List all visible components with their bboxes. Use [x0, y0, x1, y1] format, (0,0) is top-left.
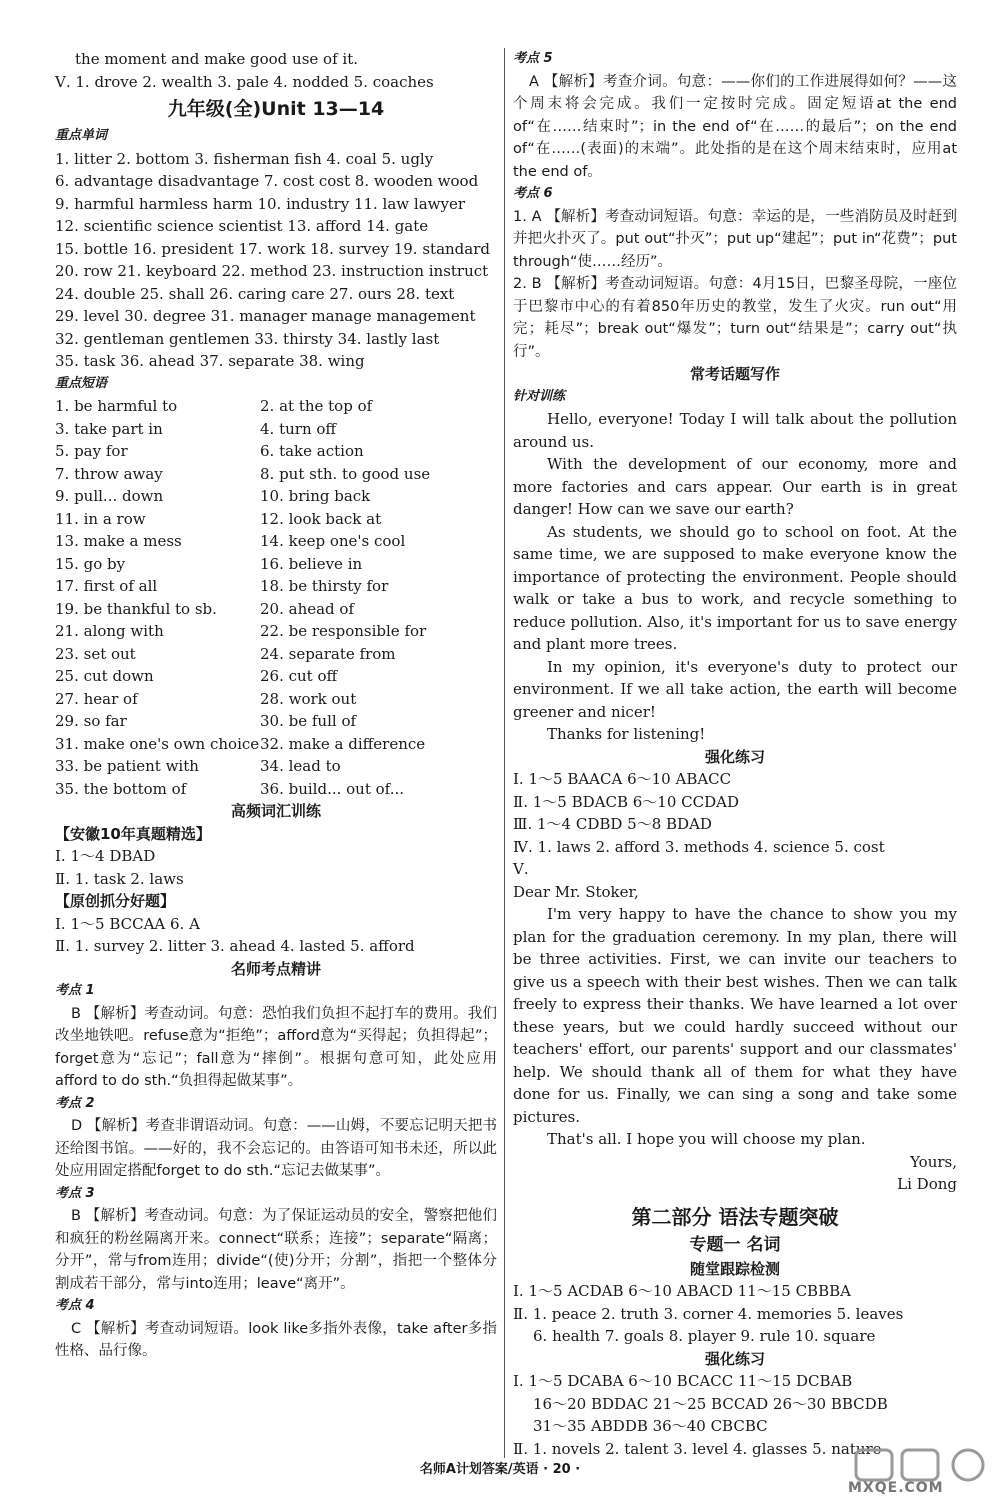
kaodian-label: 考点 2 [55, 1095, 95, 1111]
phrase: 28. work out [260, 689, 357, 708]
phrase: 19. be thankful to sb. [55, 599, 217, 618]
phrase: 33. be patient with [55, 757, 199, 775]
kaodian-label: 考点 3 [55, 1185, 95, 1201]
list-item: 6. advantage disadvantage 7. cost cost 8. wooden wood [55, 172, 479, 190]
list-item [55, 598, 497, 621]
list-item: 15. bottle 16. president 17. work 18. survey 19. standard [55, 239, 490, 258]
key-phrases-label: 重点短语 [55, 375, 108, 391]
continued-line: the moment and make good use of it. [75, 50, 359, 68]
list-item [55, 440, 497, 463]
phrase: 3. take part in [55, 419, 163, 438]
section-title-ms: 名师考点精讲 [230, 959, 321, 978]
section-title-follow: 随堂跟踪检测 [689, 1259, 780, 1278]
answer-line: Ⅰ. 1～5 BAACA 6～10 ABACC [513, 770, 732, 788]
list-item: 32. gentleman gentlemen 33. thirsty 34. lastly last [55, 329, 440, 348]
explanation-text: D 【解析】考查非谓语动词。句意：——山姆，不要忘记明天把书还给图书馆。——好的，我不会忘记的。由答语可知书未还，所以此处应用固定搭配forget to do sth.“忘记去做某事”。 [55, 1118, 497, 1179]
column-divider [504, 48, 505, 1458]
kaodian-label: 考点 6 [513, 186, 553, 201]
page-footer: 名师A计划答案/英语 · 20 · [419, 1462, 581, 1477]
list-item [55, 395, 497, 418]
key-words-label: 重点单词 [55, 128, 108, 143]
phrase: 9. pull... down [55, 487, 164, 505]
answer-line: 31～35 ABDDB 36～40 CBCBC [533, 1417, 768, 1435]
right-column [513, 48, 957, 1460]
list-item: 9. harmful harmless harm 10. industry 11. law lawyer [55, 194, 466, 213]
phrase: 10. bring back [260, 487, 371, 505]
list-item [55, 530, 497, 553]
phrase: 1. be harmful to [55, 397, 178, 415]
phrase: 26. cut off [260, 667, 338, 685]
list-item [55, 463, 497, 486]
explanation-text: B 【解析】考查动词。句意：恐怕我们负担不起打车的费用。我们改坐地铁吧。refuse意为“拒绝”；afford意为“买得起；负担得起”；forget意为“忘记”；fall意为“摔倒”。根据句意可知，此处应用afford to do sth.“负担得起做某事”。 [55, 1005, 497, 1089]
answer-line: Ⅱ. 1. task 2. laws [55, 869, 184, 888]
essay-paragraph: With the development of our economy, more and more factories and cars appear. Our earth is in great danger! How can we save our earth? [513, 455, 957, 518]
list-item [55, 575, 497, 598]
answer-line: Ⅰ. 1～5 BCCAA 6. A [55, 914, 200, 933]
phrase: 25. cut down [55, 667, 154, 685]
list-item [55, 485, 497, 508]
explanation-text: 2. B 【解析】考查动词短语。句意：4月15日，巴黎圣母院，一座位于巴黎市中心的有着850年历史的教堂，发生了火灾。run out“用完；耗尽”；break out“爆发”；turn out“结果是”；carry out“执行”。 [513, 276, 957, 360]
explanation-text: C 【解析】考查动词短语。look like多指外表像，take after多指性格、品行像。 [55, 1320, 497, 1359]
answer-line-v: Ⅴ. 1. drove 2. wealth 3. pale 4. nodded 5. coaches [55, 72, 434, 91]
phrase: 29. so far [55, 712, 127, 730]
kaodian-label: 考点 1 [55, 983, 95, 998]
letter-close: Yours, [910, 1152, 957, 1171]
key-phrases-list [55, 395, 497, 800]
answer-line: Ⅰ. 1～5 DCABA 6～10 BCACC 11～15 DCBAB [513, 1372, 853, 1390]
list-item: 24. double 25. shall 26. caring care 27. ours 28. text [55, 284, 455, 303]
answer-line: Ⅴ. [513, 860, 529, 878]
phrase: 34. lead to [260, 757, 341, 775]
unit-title: 九年级(全)Unit 13—14 [167, 98, 385, 120]
section-title-writing: 常考话题写作 [689, 365, 780, 383]
letter-paragraph: That's all. I hope you will choose my plan. [547, 1130, 866, 1148]
letter-name: Li Dong [897, 1175, 957, 1193]
phrase: 18. be thirsty for [260, 577, 389, 595]
phrase: 27. hear of [55, 689, 138, 708]
answer-line: 16～20 BDDAC 21～25 BCCAD 26～30 BBCDB [533, 1394, 888, 1413]
phrase: 21. along with [55, 622, 164, 640]
explanation-text: 1. A 【解析】考查动词短语。句意：幸运的是，一些消防员及时赶到并把火扑灭了。put out“扑灭”；put up“建起”；put in“花费”；put through“使……经历”。 [513, 208, 957, 270]
answer-line: Ⅰ. 1～5 ACDAB 6～10 ABACD 11～15 CBBBA [513, 1282, 851, 1300]
answer-line: Ⅱ. 1～5 BDACB 6～10 CCDAD [513, 792, 739, 811]
key-words-list [55, 148, 497, 373]
section-title-strengthen: 强化练习 [704, 747, 765, 766]
section-title-strengthen-2: 强化练习 [704, 1349, 765, 1368]
letter-greeting: Dear Mr. Stoker, [513, 882, 639, 901]
watermark-text: MXQE.COM [848, 1480, 944, 1496]
left-column [55, 48, 497, 1363]
list-item: 20. row 21. keyboard 22. method 23. instruction instruct [55, 262, 489, 280]
answer-line: Ⅳ. 1. laws 2. afford 3. methods 4. science 5. cost [513, 837, 885, 856]
essay-paragraph: Thanks for listening! [547, 725, 706, 743]
list-item [55, 688, 497, 711]
kaodian-label: 考点 5 [513, 51, 553, 66]
list-item [55, 710, 497, 733]
part-title: 第二部分 语法专题突破 [631, 1204, 839, 1229]
topic-title: 专题一 名词 [689, 1234, 781, 1255]
anhui-label: 【安徽10年真题精选】 [55, 824, 211, 843]
phrase: 13. make a mess [55, 532, 182, 550]
answer-line: Ⅱ. 1. survey 2. litter 3. ahead 4. lasted 5. afford [55, 937, 415, 955]
practice-label: 针对训练 [513, 388, 566, 404]
list-item [55, 620, 497, 643]
phrase: 31. make one's own choice [55, 734, 260, 753]
list-item [55, 643, 497, 666]
phrase: 20. ahead of [260, 599, 354, 618]
list-item [55, 755, 497, 778]
answer-line: Ⅰ. 1～4 DBAD [55, 847, 156, 865]
list-item [55, 418, 497, 441]
phrase: 5. pay for [55, 442, 128, 460]
list-item: 1. litter 2. bottom 3. fisherman fish 4. coal 5. ugly [55, 149, 434, 168]
answer-line: 6. health 7. goals 8. player 9. rule 10. square [533, 1327, 876, 1345]
phrase: 22. be responsible for [260, 622, 427, 640]
essay-paragraph: As students, we should go to school on foot. At the same time, we are supposed to make everyone know the importance of protecting the environment. People should walk or take a bus to work, and recycle something to reduce pollution. Also, it's important for us to save energy and plant more trees. [513, 522, 957, 653]
list-item [55, 553, 497, 576]
phrase: 16. believe in [260, 554, 363, 573]
explanation-text: A 【解析】考查介词。句意：——你们的工作进展得如何？——这个周末将会完成。我们一定按时完成。固定短语at the end of“在……结束时”；in the end of“在……的最后”；on the end of“在……(表面)的末端”。此处指的是在这个周末结束时，应用at the end of。 [513, 73, 957, 180]
phrase: 8. put sth. to good use [260, 464, 431, 483]
letter-paragraph: I'm very happy to have the chance to show you my plan for the graduation ceremony. In my plan, there will be three activities. First, we can invite our teachers to give us a speech with their best wishes. Then we can talk freely to express their thanks. We have learned a lot over these years, but we could hardly succeed without our teachers' effort, our parents' support and our classmates' help. We should thank all of them for what they have done for us. Finally, we can sing a song and take some pictures. [513, 905, 957, 1126]
phrase: 36. build... out of... [260, 779, 404, 798]
phrase: 14. keep one's cool [260, 532, 406, 550]
phrase: 7. throw away [55, 464, 163, 483]
original-label: 【原创抓分好题】 [55, 892, 176, 910]
list-item: 35. task 36. ahead 37. separate 38. wing [55, 352, 365, 370]
explanation-text: B 【解析】考查动词。句意：为了保证运动员的安全，警察把他们和疯狂的粉丝隔离开来。connect“联系；连接”；separate“隔离；分开”，常与from连用；divide“(使)分开；分割”，指把一个整体分割成若干部分，常与into连用；leave“离开”。 [55, 1208, 497, 1292]
phrase: 6. take action [260, 442, 364, 460]
list-item [55, 665, 497, 688]
phrase: 35. the bottom of [55, 779, 187, 798]
list-item [55, 508, 497, 531]
phrase: 2. at the top of [260, 397, 373, 415]
phrase: 24. separate from [260, 644, 396, 663]
phrase: 23. set out [55, 644, 136, 663]
answer-line: Ⅱ. 1. novels 2. talent 3. level 4. glasses 5. nature [513, 1439, 882, 1458]
phrase: 4. turn off [260, 419, 337, 438]
list-item: 29. level 30. degree 31. manager manage management [55, 307, 476, 325]
list-item: 12. scientific science scientist 13. afford 14. gate [55, 217, 429, 235]
phrase: 30. be full of [260, 712, 357, 730]
phrase: 17. first of all [55, 577, 158, 595]
answer-line: Ⅲ. 1～4 CDBD 5～8 BDAD [513, 815, 712, 833]
phrase: 12. look back at [260, 509, 382, 528]
essay-paragraph: Hello, everyone! Today I will talk about the pollution around us. [513, 410, 957, 451]
section-title-hf: 高频词汇训练 [230, 802, 321, 820]
phrase: 11. in a row [55, 509, 146, 528]
kaodian-label: 考点 4 [55, 1298, 95, 1313]
list-item [55, 733, 497, 756]
phrase: 15. go by [55, 554, 126, 573]
list-item [55, 778, 497, 801]
phrase: 32. make a difference [260, 734, 426, 753]
answer-line: Ⅱ. 1. peace 2. truth 3. corner 4. memories 5. leaves [513, 1304, 904, 1323]
essay-paragraph: In my opinion, it's everyone's duty to protect our environment. If we all take action, the earth will become greener and nicer! [513, 657, 957, 721]
